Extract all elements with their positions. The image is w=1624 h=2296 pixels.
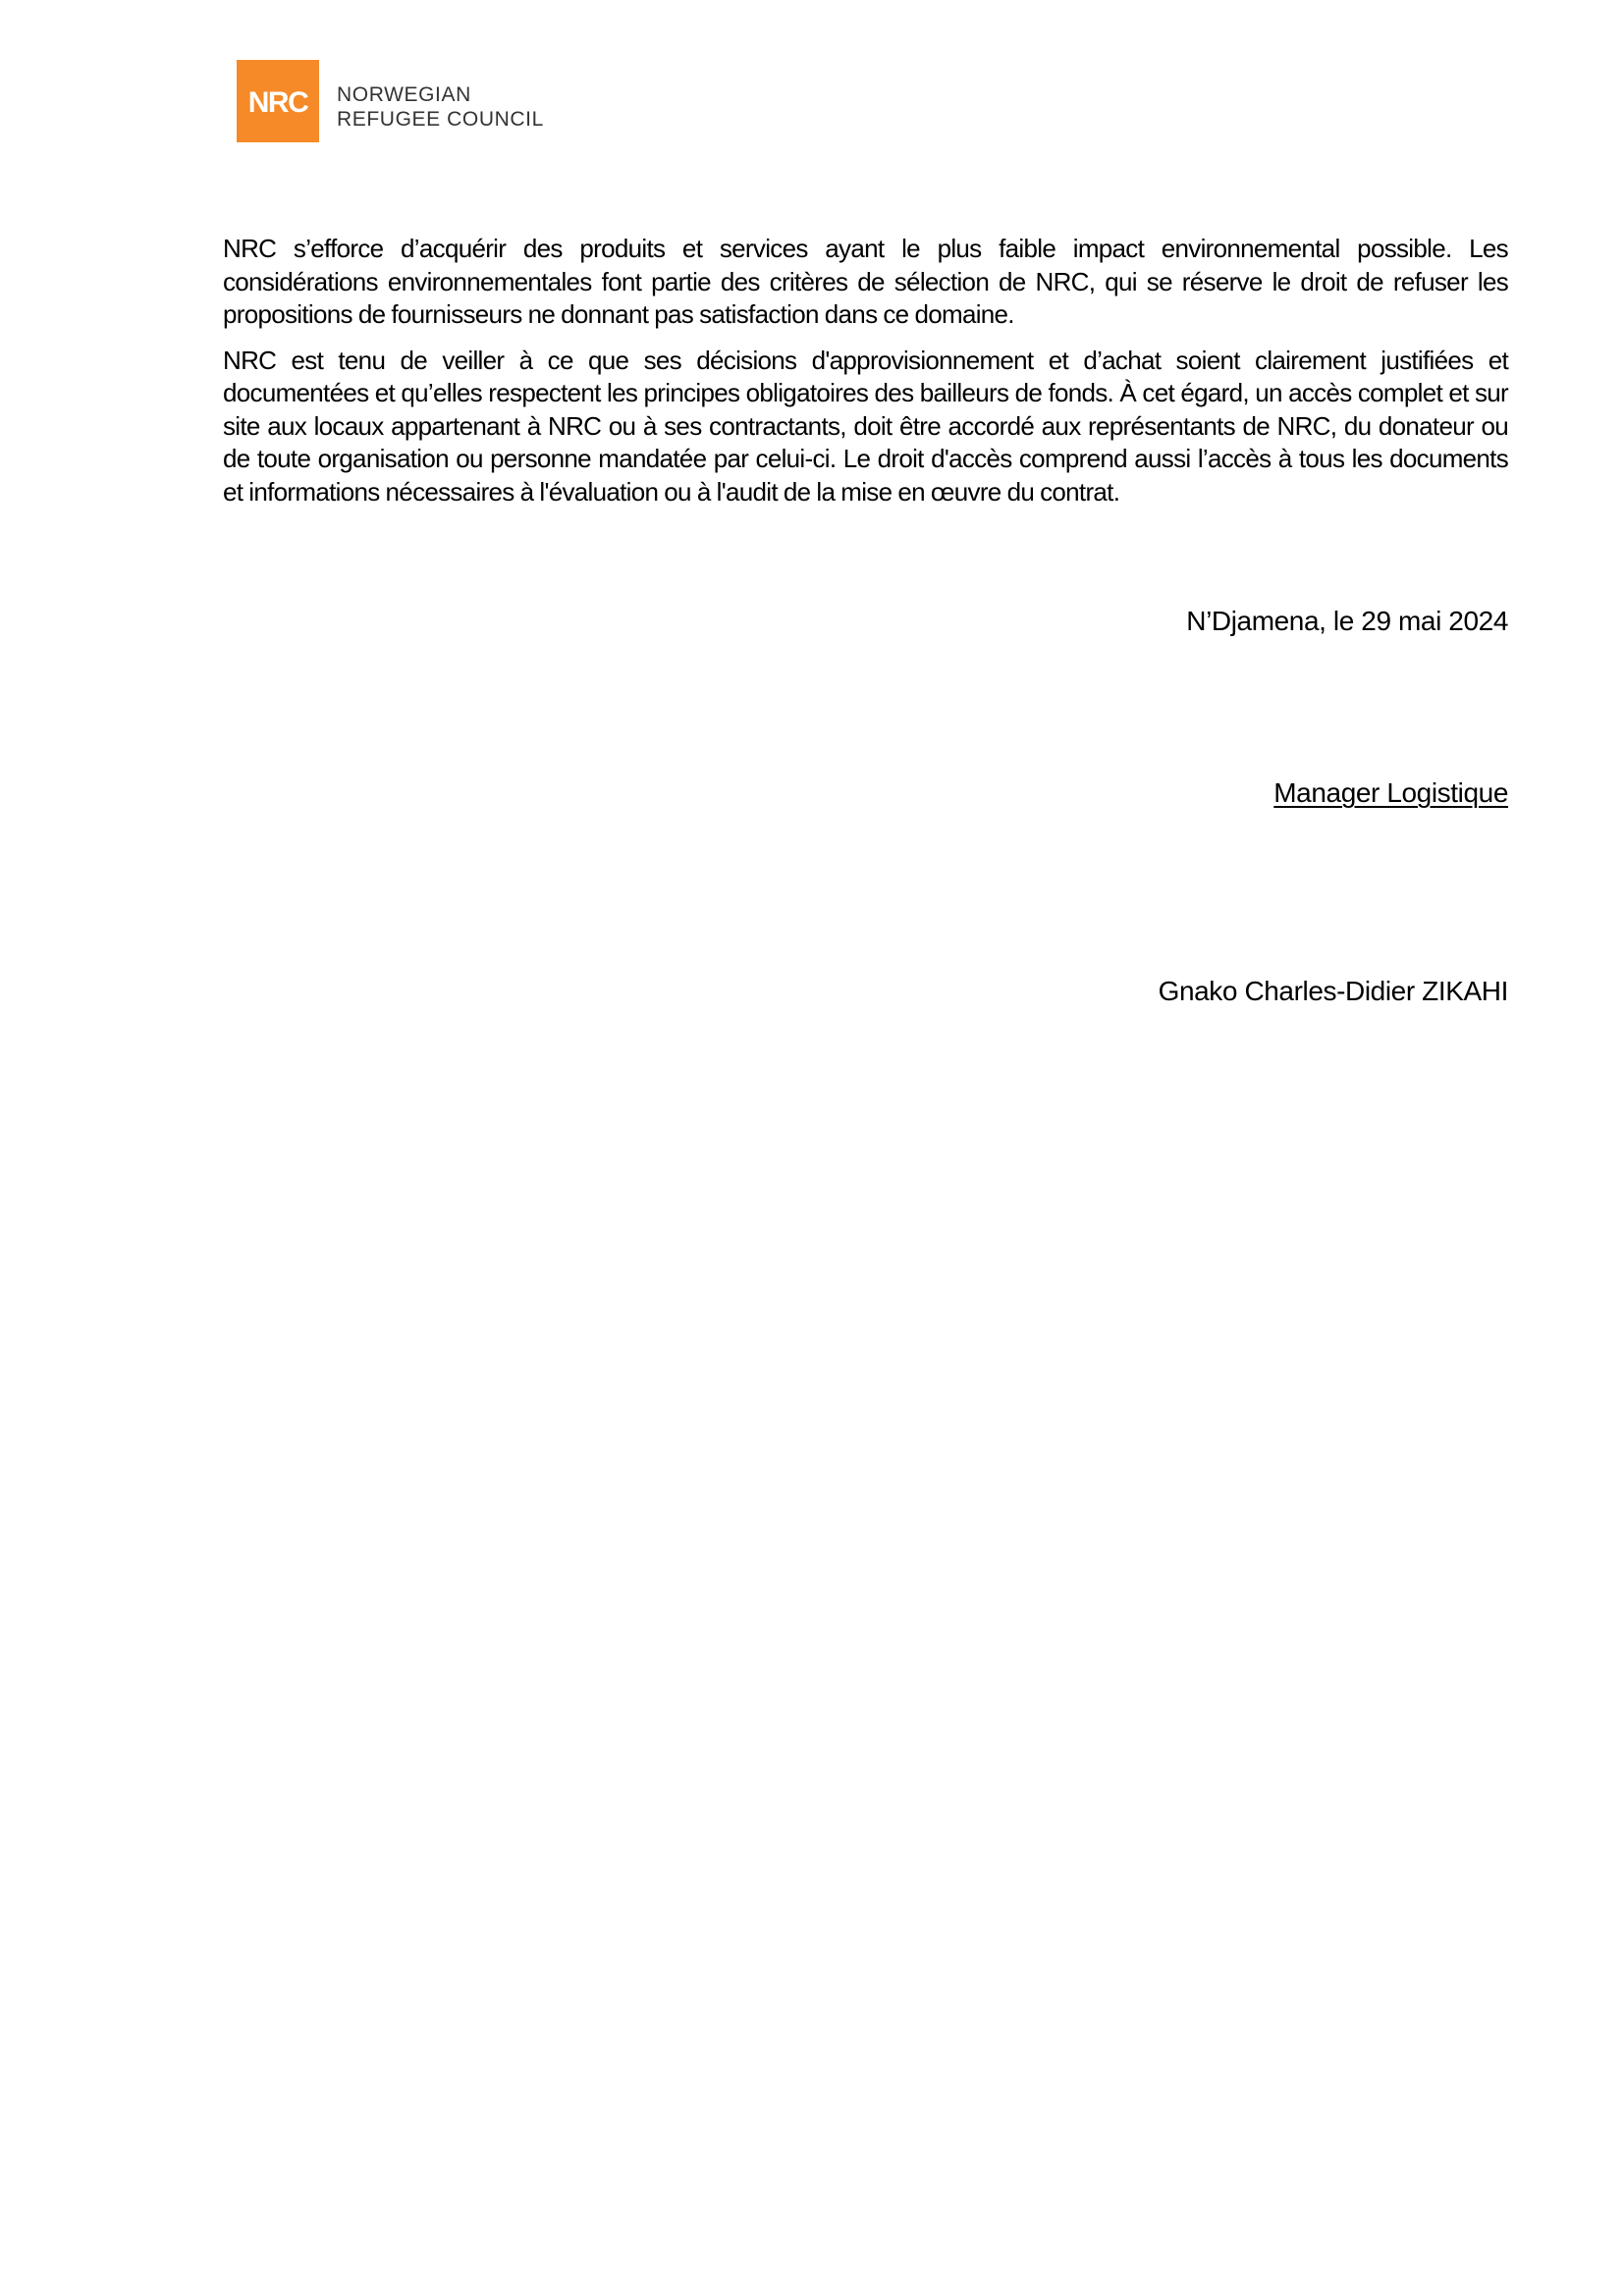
nrc-logo: [237, 60, 544, 142]
logo-line-1: NORWEGIAN: [337, 83, 471, 106]
signatory-name: Gnako Charles-Didier ZIKAHI: [1158, 976, 1508, 1006]
signatory-role: Manager Logistique: [1273, 777, 1508, 808]
letter-body: [223, 233, 1508, 521]
nrc-logo-mark: NRC: [237, 60, 319, 142]
paragraph-environment: NRC s’efforce d’acquérir des produits et services ayant le plus faible impact environnemental possible. Les considérations environnementales font partie des critères de sélection de NRC, qui se réserve le droit de refuser les propositions de fournisseurs ne donnant pas satisfaction dans ce domaine.: [223, 234, 1508, 329]
logo-line-2: REFUGEE COUNCIL: [337, 108, 544, 131]
place-and-date: N’Djamena, le 29 mai 2024: [1186, 606, 1508, 636]
nrc-logo-wordmark: [337, 82, 544, 132]
paragraph-procurement-access: NRC est tenu de veiller à ce que ses décisions d'approvisionnement et d’achat soient clairement justifiées et documentées et qu’elles respectent les principes obligatoires des bailleurs de fonds. À cet égard, un accès complet et sur site aux locaux appartenant à NRC ou à ses contractants, doit être accordé aux représentants de NRC, du donateur ou de toute organisation ou personne mandatée par celui-ci. Le droit d'accès comprend aussi l’accès à tous les documents et informations nécessaires à l'évaluation ou à l'audit de la mise en œuvre du contrat.: [223, 345, 1508, 507]
